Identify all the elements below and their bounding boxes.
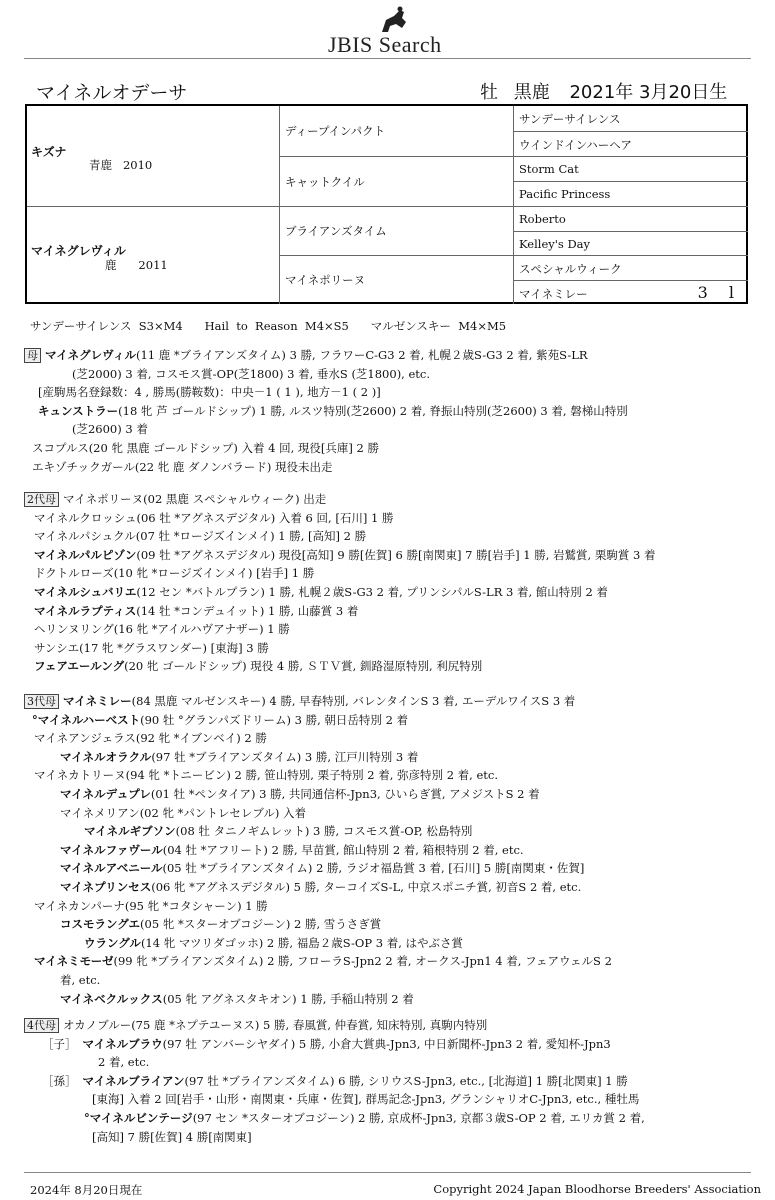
record-line bbox=[24, 546, 655, 565]
record-line bbox=[24, 990, 612, 1009]
g3-name[interactable]: マイネミレー bbox=[519, 287, 588, 301]
record-text: (08 牡 タニノギムレット) 3 勝, コスモス賞-OP, 松島特別 bbox=[175, 824, 473, 839]
record-line bbox=[24, 952, 612, 971]
record-text: (99 牝 *ブライアンズタイム) 2 勝, フローラS-Jpn2 2 着, オークス-Jpn1 4 着, フェアウェルS 2 bbox=[113, 954, 612, 969]
g3-cell bbox=[513, 231, 748, 255]
generation-tag: 母 bbox=[24, 348, 41, 363]
record-line bbox=[24, 804, 612, 823]
g3-cell bbox=[513, 206, 748, 231]
horse-link[interactable]: マイネルパルピゾン bbox=[34, 547, 137, 562]
horse-link[interactable]: マイネルギブソン bbox=[84, 824, 176, 839]
record-text: マイネカトリーヌ(94 牝 *トニービン) 2 勝, 笹山特別, 栗子特別 2 着, 弥彦特別 2 着, etc. bbox=[34, 768, 499, 783]
record-line bbox=[24, 346, 628, 365]
horse-link[interactable]: フェアエールング bbox=[34, 659, 125, 674]
g3-name[interactable]: サンデーサイレンス bbox=[519, 112, 621, 126]
record-text: (97 牡 *ブライアンズタイム) 6 勝, シリウスS-Jpn3, etc., [北海道] 1 勝[北関東] 1 勝 bbox=[184, 1073, 628, 1088]
record-text: (97 牡 アンバーシヤダイ) 5 勝, 小倉大賞典-Jpn3, 中日新聞杯-Jpn3 2 着, 愛知杯-Jpn3 bbox=[162, 1036, 611, 1051]
sire-sire-cell bbox=[279, 106, 513, 156]
record-line bbox=[24, 915, 612, 934]
record-text: 2 着, etc. bbox=[98, 1055, 150, 1070]
dam-dam-cell bbox=[279, 255, 513, 304]
record-line bbox=[24, 971, 612, 990]
relation-label: ［孫］ bbox=[42, 1073, 77, 1088]
record-line bbox=[24, 1090, 645, 1109]
dam-dam-name[interactable]: マイネポリーヌ bbox=[285, 273, 366, 287]
record-text: (97 牡 *ブライアンズタイム) 3 勝, 江戸川特別 3 着 bbox=[151, 749, 419, 764]
horse-link[interactable]: マイネルファヴール bbox=[60, 842, 163, 857]
record-text: (01 牡 *ペンタイア) 3 勝, 共同通信杯-Jpn3, ひいらぎ賞, アメジストS 2 着 bbox=[150, 786, 540, 801]
jbis-logo[interactable] bbox=[328, 6, 458, 56]
record-text: (04 牡 *アフリート) 2 勝, 早苗賞, 館山特別 2 着, 箱根特別 2 着, etc. bbox=[162, 842, 524, 857]
logo-text: JBIS Search bbox=[328, 32, 442, 57]
g3-name[interactable]: スペシャルウィーク bbox=[519, 262, 622, 276]
record-line bbox=[24, 657, 655, 676]
record-text: (06 牝 *アグネスデジタル) 5 勝, ターコイズS-L, 中京スポニチ賞, 初音S 2 着, etc. bbox=[151, 879, 582, 894]
record-text: (05 牝 アグネスタキオン) 1 勝, 手稲山特別 2 着 bbox=[162, 991, 414, 1006]
record-text: マイネルパシュクル(07 牡 *ロージズインメイ) 1 勝, [高知] 2 勝 bbox=[34, 529, 367, 544]
record-line bbox=[24, 602, 655, 621]
dam-sire-name[interactable]: ブライアンズタイム bbox=[285, 224, 387, 238]
record-text: エキゾチックガール(22 牝 鹿 ダノンバラード) 現役未出走 bbox=[32, 459, 333, 474]
horse-link[interactable]: キュンストラー bbox=[38, 403, 119, 418]
record-text: (芝2000) 3 着, コスモス賞-OP(芝1800) 3 着, 垂水S (芝1800), etc. bbox=[72, 366, 431, 381]
sire-dam-cell bbox=[279, 156, 513, 206]
record-text: (05 牝 *スターオブコジーン) 2 勝, 雪うさぎ賞 bbox=[140, 917, 382, 932]
footer-divider bbox=[24, 1172, 751, 1173]
horse-link[interactable]: マイネルオラクル bbox=[60, 749, 152, 764]
g3-name[interactable]: Roberto bbox=[519, 212, 566, 226]
record-text: マイネルクロッシュ(06 牡 *アグネスデジタル) 入着 6 回, [石川] 1 勝 bbox=[34, 510, 394, 525]
horse-name: マイネルオデーサ bbox=[36, 82, 188, 104]
dam-info: 鹿 2011 bbox=[105, 258, 168, 272]
record-text: マイネカンパーナ(95 牝 *コタシャーン) 1 勝 bbox=[34, 898, 268, 913]
sire-cell bbox=[27, 106, 279, 206]
record-line bbox=[24, 490, 655, 509]
horse-link[interactable]: マイネルブラウ bbox=[82, 1036, 163, 1051]
g3-name[interactable]: Kelley's Day bbox=[519, 237, 591, 251]
record-line bbox=[24, 748, 612, 767]
record-text: (12 セン *バトルプラン) 1 勝, 札幌２歳S-G3 2 着, プリンシパルS-LR 3 着, 館山特別 2 着 bbox=[136, 584, 608, 599]
record-text: (84 黒鹿 マルゼンスキー) 4 勝, 早春特別, バレンタインS 3 着, エーデルワイスS 3 着 bbox=[131, 694, 576, 708]
record-line bbox=[24, 1072, 645, 1091]
g3-cell bbox=[513, 255, 748, 280]
record-text: (14 牝 マツリダゴッホ) 2 勝, 福島２歳S-OP 3 着, はやぶさ賞 bbox=[140, 935, 464, 950]
record-line bbox=[24, 692, 612, 711]
as-of-date: 2024年 8月20日現在 bbox=[30, 1183, 143, 1197]
generation-tag: 4代母 bbox=[24, 1018, 59, 1033]
record-line bbox=[24, 729, 612, 748]
g3-cell bbox=[513, 156, 748, 181]
horse-link[interactable]: マイネルシュバリエ bbox=[34, 584, 137, 599]
sire-sire-name[interactable]: ディープインパクト bbox=[285, 124, 386, 138]
g3-name[interactable]: ウインドインハーヘア bbox=[519, 138, 632, 152]
record-text: (90 牡 °グランパズドリーム) 3 勝, 朝日岳特別 2 着 bbox=[140, 712, 409, 727]
record-text: ヘリンヌリング(16 牝 *アイルハヴアナザー) 1 勝 bbox=[34, 622, 290, 637]
record-text: サンシエ(17 牝 *グラスワンダー) [東海] 3 勝 bbox=[34, 640, 269, 655]
record-line bbox=[24, 420, 628, 439]
horse-link[interactable]: マイネルラプティス bbox=[34, 603, 137, 618]
record-line bbox=[24, 1035, 645, 1054]
pedigree-table bbox=[25, 104, 748, 304]
g3-cell bbox=[513, 181, 748, 206]
g3-name[interactable]: Pacific Princess bbox=[519, 187, 611, 201]
record-line bbox=[24, 1053, 645, 1072]
g3-cell bbox=[513, 106, 748, 131]
section-fourth-dam bbox=[24, 1016, 645, 1146]
record-line bbox=[24, 365, 628, 384]
dam-sire-cell bbox=[279, 206, 513, 255]
family-number: 3 l bbox=[697, 283, 742, 302]
record-line bbox=[24, 527, 655, 546]
record-text: [産駒馬名登録数：4 , 勝馬(勝鞍数)：中央－1 ( 1 ), 地方－1 ( 2 )] bbox=[38, 385, 381, 400]
inbreeding-line: サンデーサイレンス S3×M4 Hail to Reason M4×S5 マルゼンスキー M4×M5 bbox=[30, 319, 507, 333]
record-line bbox=[24, 509, 655, 528]
record-text: (09 牡 *アグネスデジタル) 現役[高知] 9 勝[佐賀] 6 勝[南関東] 7 勝[岩手] 1 勝, 岩鷲賞, 栗駒賞 3 着 bbox=[136, 547, 656, 562]
record-line bbox=[24, 822, 612, 841]
record-line bbox=[24, 402, 628, 421]
record-line bbox=[24, 439, 628, 458]
record-text: マイネメリアン(02 牝 *パントレセレブル) 入着 bbox=[60, 805, 307, 820]
horse-link[interactable]: ウラングル bbox=[84, 935, 141, 950]
record-text: (18 牝 芦 ゴールドシップ) 1 勝, ルスツ特別(芝2600) 2 着, 脊振山特別(芝2600) 3 着, 磐梯山特別 bbox=[118, 403, 628, 418]
horse-profile bbox=[480, 78, 727, 104]
g3-name[interactable]: Storm Cat bbox=[519, 162, 579, 176]
record-line bbox=[24, 620, 655, 639]
record-line bbox=[24, 1109, 645, 1128]
record-text: (芝2600) 3 着 bbox=[72, 422, 148, 437]
horse-sex: 牡 bbox=[480, 82, 498, 103]
record-line bbox=[24, 583, 655, 602]
sire-dam-name[interactable]: キャットクイル bbox=[285, 175, 365, 189]
record-line bbox=[24, 785, 612, 804]
section-mother bbox=[24, 346, 628, 476]
horse-link[interactable]: °マイネルハーベスト bbox=[32, 712, 141, 727]
record-text: (97 セン *スターオブコジーン) 2 勝, 京成杯-Jpn3, 京都３歳S-OP 2 着, エリカ賞 2 着, bbox=[192, 1110, 645, 1125]
horse-link[interactable]: マイネミレー bbox=[63, 694, 132, 708]
record-line bbox=[24, 1016, 645, 1035]
section-second-dam bbox=[24, 490, 655, 676]
generation-tag: 3代母 bbox=[24, 694, 59, 709]
sire-name[interactable]: キズナ bbox=[31, 145, 67, 159]
dam-cell bbox=[27, 206, 279, 304]
section-third-dam bbox=[24, 692, 612, 1008]
horse-link[interactable]: マイネベクルックス bbox=[60, 991, 163, 1006]
g3-cell bbox=[513, 131, 748, 156]
horse-link[interactable]: マイネミモーゼ bbox=[34, 954, 114, 969]
record-line bbox=[24, 711, 612, 730]
record-line bbox=[24, 897, 612, 916]
record-text: (05 牡 *ブライアンズタイム) 2 勝, ラジオ福島賞 3 着, [石川] 5 勝[南関東・佐賀] bbox=[162, 861, 585, 876]
record-text: オカノブルー(75 鹿 *ネプテユーヌス) 5 勝, 春風賞, 仲春賞, 知床特別, 真駒内特別 bbox=[63, 1018, 488, 1032]
horse-link[interactable]: マイネルデュプレ bbox=[60, 786, 151, 801]
record-text: 着, etc. bbox=[60, 972, 101, 987]
horse-birthdate: 2021年 3月20日生 bbox=[569, 82, 728, 103]
record-text: [高知] 7 勝[佐賀] 4 勝[南関東] bbox=[92, 1129, 252, 1144]
record-line bbox=[24, 934, 612, 953]
horse-link[interactable]: マイネルアベニール bbox=[60, 861, 163, 876]
record-line bbox=[24, 383, 628, 402]
record-text: スコプルス(20 牝 黒鹿 ゴールドシップ) 入着 4 回, 現役[兵庫] 2 勝 bbox=[32, 440, 380, 455]
record-text: マイネポリーヌ(02 黒鹿 スペシャルウィーク) 出走 bbox=[63, 492, 327, 506]
record-line bbox=[24, 859, 612, 878]
record-text: マイネアンジェラス(92 牝 *イブンベイ) 2 勝 bbox=[34, 731, 267, 746]
header-divider bbox=[24, 58, 751, 59]
record-line bbox=[24, 639, 655, 658]
g3-cell bbox=[513, 280, 748, 304]
generation-tag: 2代母 bbox=[24, 492, 59, 507]
record-line bbox=[24, 1128, 645, 1147]
relation-label: ［子］ bbox=[42, 1036, 77, 1051]
horse-link[interactable]: マイネプリンセス bbox=[60, 879, 152, 894]
record-text: (14 牡 *コンデュイット) 1 勝, 山藤賞 3 着 bbox=[136, 603, 359, 618]
record-line bbox=[24, 766, 612, 785]
horse-link[interactable]: コスモラングエ bbox=[60, 917, 141, 932]
horse-link[interactable]: °マイネルビンテージ bbox=[84, 1110, 193, 1125]
horse-link[interactable]: マイネルブライアン bbox=[82, 1073, 185, 1088]
dam-name[interactable]: マイネグレヴィル bbox=[31, 244, 126, 258]
record-text: [東海] 入着 2 回[岩手・山形・南関東・兵庫・佐賀], 群馬記念-Jpn3, グランシャリオC-Jpn3, etc., 種牡馬 bbox=[92, 1092, 640, 1107]
record-line bbox=[24, 841, 612, 860]
record-line bbox=[24, 878, 612, 897]
sire-info: 青鹿 2010 bbox=[89, 158, 153, 172]
record-text: (11 鹿 *ブライアンズタイム) 3 勝, フラワーC-G3 2 着, 札幌２歳S-G3 2 着, 紫苑S-LR bbox=[135, 348, 588, 362]
record-line bbox=[24, 458, 628, 477]
record-line bbox=[24, 564, 655, 583]
copyright: Copyright 2024 Japan Bloodhorse Breeders' Association bbox=[433, 1182, 761, 1196]
horse-link[interactable]: マイネグレヴィル bbox=[45, 348, 136, 362]
horse-color: 黒鹿 bbox=[513, 82, 550, 103]
record-text: ドクトルローズ(10 牝 *ロージズインメイ) [岩手] 1 勝 bbox=[34, 566, 315, 581]
record-text: (20 牝 ゴールドシップ) 現役 4 勝, ＳＴＶ賞, 釧路湿原特別, 利尻特別 bbox=[124, 659, 483, 674]
